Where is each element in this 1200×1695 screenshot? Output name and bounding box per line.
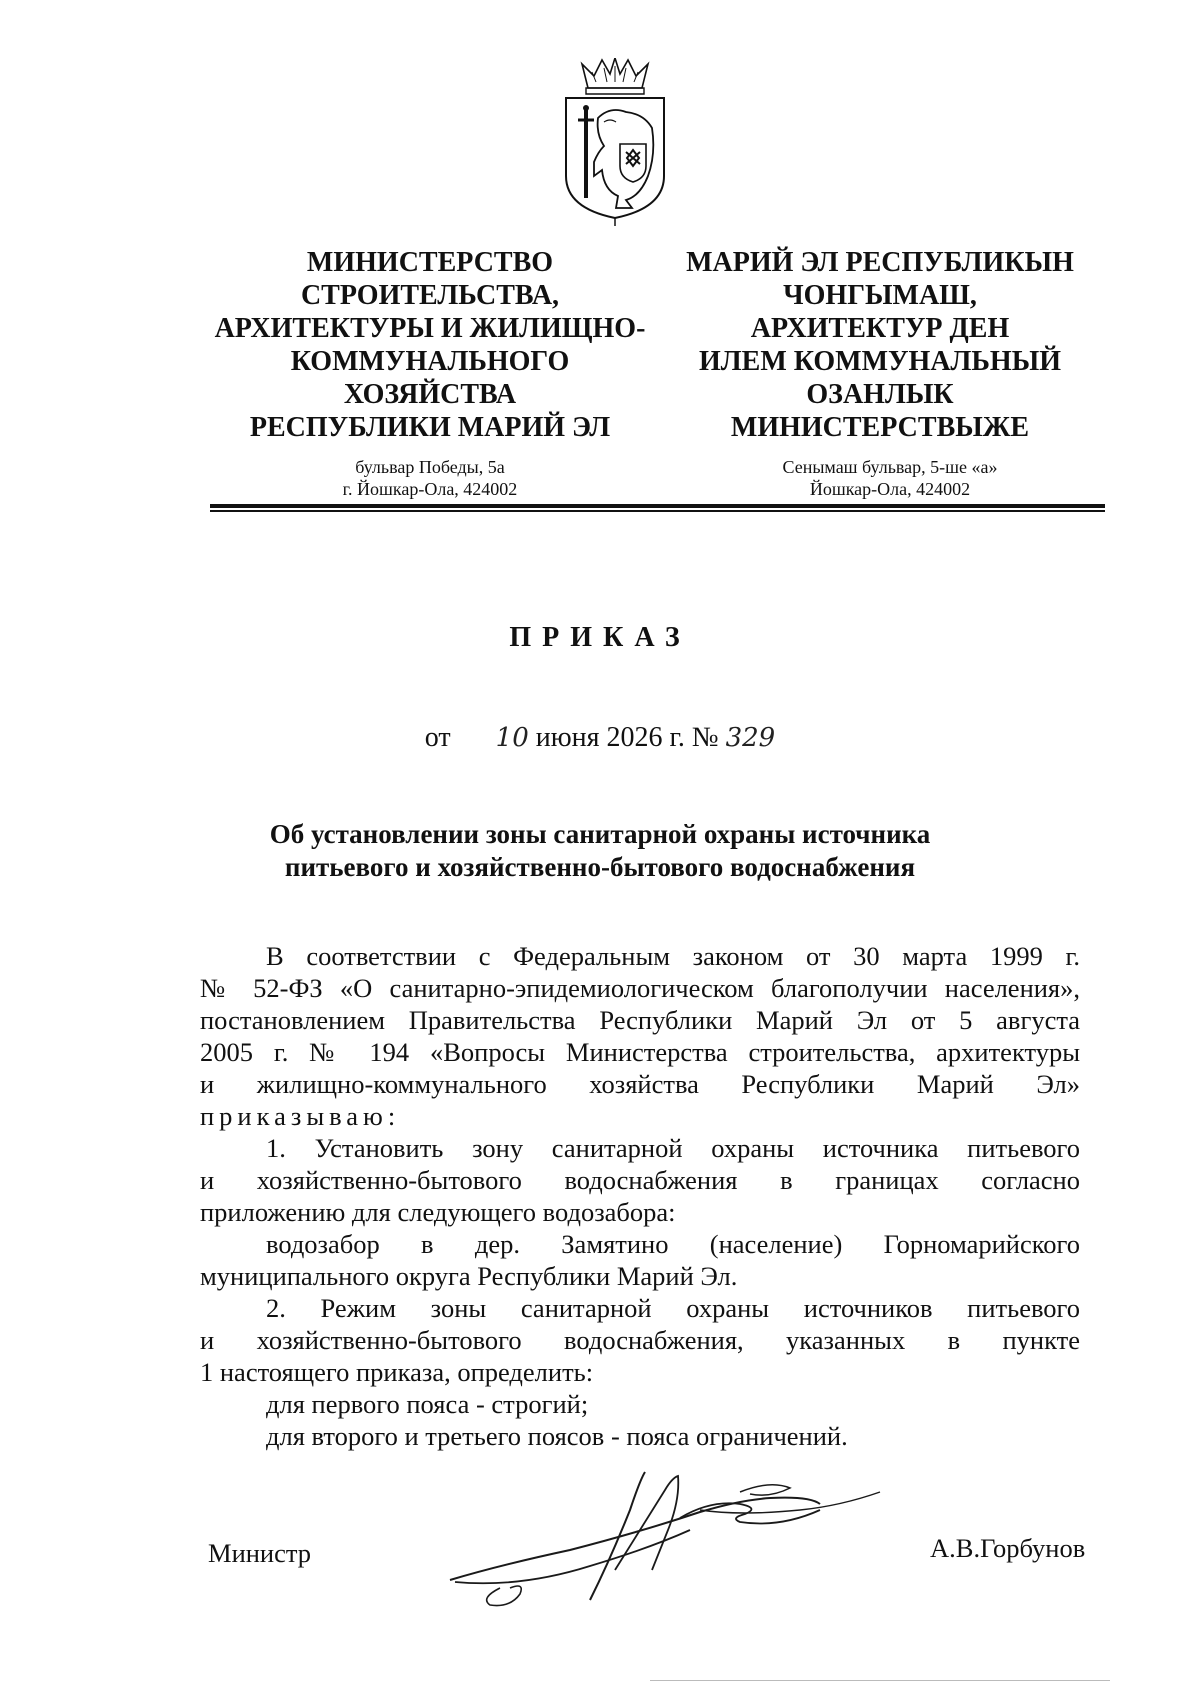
address-line: бульвар Победы, 5а (355, 457, 505, 477)
ministry-name-line: ХОЗЯЙСТВА (343, 379, 517, 410)
ministry-name-line: РЕСПУБЛИКИ МАРИЙ ЭЛ (249, 412, 611, 443)
ministry-name-line: МИНИСТЕРСТВО (306, 247, 554, 278)
document-title: ПРИКАЗ (509, 622, 691, 653)
order-body (200, 940, 1080, 1452)
body-line: № 52-ФЗ «О санитарно-эпидемиологическом благополучии населения», (200, 973, 1080, 1003)
signatory-name: А.В.Горбунов (930, 1533, 1086, 1563)
address-line: г. Йошкар-Ола, 424002 (342, 479, 518, 499)
address-line: Йошкар-Ола, 424002 (809, 479, 971, 499)
body-line: 2005 г. № 194 «Вопросы Министерства строительства, архитектуры (200, 1037, 1080, 1067)
address-mari (730, 456, 1050, 500)
body-line: 1 настоящего приказа, определить: (200, 1357, 594, 1387)
ministry-name-line: МИНИСТЕРСТВЫЖЕ (730, 412, 1030, 443)
date-text: июня 2026 г. № (535, 722, 719, 753)
ministry-name-line: ИЛЕМ КОММУНАЛЬНЫЙ (699, 346, 1061, 377)
body-line: для второго и третьего поясов - пояса ограничений. (266, 1421, 848, 1451)
body-line: и жилищно-коммунального хозяйства Республики Марий Эл» (200, 1069, 1080, 1099)
body-line: и хозяйственно-бытового водоснабжения в границах согласно (200, 1165, 1080, 1195)
date-prefix: от (424, 722, 451, 753)
subject-line: питьевого и хозяйственно-бытового водоснабжения (284, 852, 916, 882)
ministry-name-line: АРХИТЕКТУРЫ И ЖИЛИЩНО- (214, 313, 646, 344)
header-divider-thin (210, 510, 1105, 512)
body-line: 1. Установить зону санитарной охраны источника питьевого (266, 1133, 1080, 1163)
ministry-name-line: КОММУНАЛЬНОГО (290, 346, 570, 377)
ministry-name-line: ОЗАНЛЫК (806, 379, 954, 410)
body-line: и хозяйственно-бытового водоснабжения, указанных в пункте (200, 1325, 1080, 1355)
ministry-name-mari (670, 246, 1090, 444)
signatory-position: Министр (208, 1538, 312, 1568)
body-line: муниципального округа Республики Марий Эл. (200, 1261, 738, 1291)
footer-line (650, 1680, 1110, 1681)
ministry-name-line: СТРОИТЕЛЬСТВА, (300, 280, 560, 311)
order-number-handwritten: 329 (725, 723, 776, 753)
body-line: водозабор в дер. Замятино (население) Горномарийского (266, 1229, 1080, 1259)
body-line: для первого пояса - строгий; (266, 1389, 589, 1419)
subject-line: Об установлении зоны санитарной охраны источника (269, 819, 931, 849)
coat-of-arms-emblem (560, 58, 670, 228)
address-line: Сенымаш бульвар, 5-ше «а» (782, 457, 998, 477)
body-line: приложению для следующего водозабора: (200, 1197, 676, 1227)
header-divider-thick (210, 504, 1105, 508)
handwritten-signature (440, 1470, 900, 1610)
order-date-line (0, 722, 1200, 754)
ministry-name-russian (200, 246, 660, 444)
body-line: В соответствии с Федеральным законом от 30 марта 1999 г. (266, 941, 1080, 971)
ministry-name-line: МАРИЙ ЭЛ РЕСПУБЛИКЫН (686, 247, 1074, 278)
body-line: постановлением Правительства Республики Марий Эл от 5 августа (200, 1005, 1080, 1035)
command-word: приказываю: (200, 1101, 401, 1131)
date-day-handwritten: 10 (495, 723, 529, 753)
body-line: 2. Режим зоны санитарной охраны источников питьевого (266, 1293, 1080, 1323)
ministry-name-line: АРХИТЕКТУР ДЕН (750, 313, 1010, 344)
address-russian (280, 456, 580, 500)
order-subject (0, 818, 1200, 884)
ministry-name-line: ЧОНГЫМАШ, (783, 280, 977, 311)
